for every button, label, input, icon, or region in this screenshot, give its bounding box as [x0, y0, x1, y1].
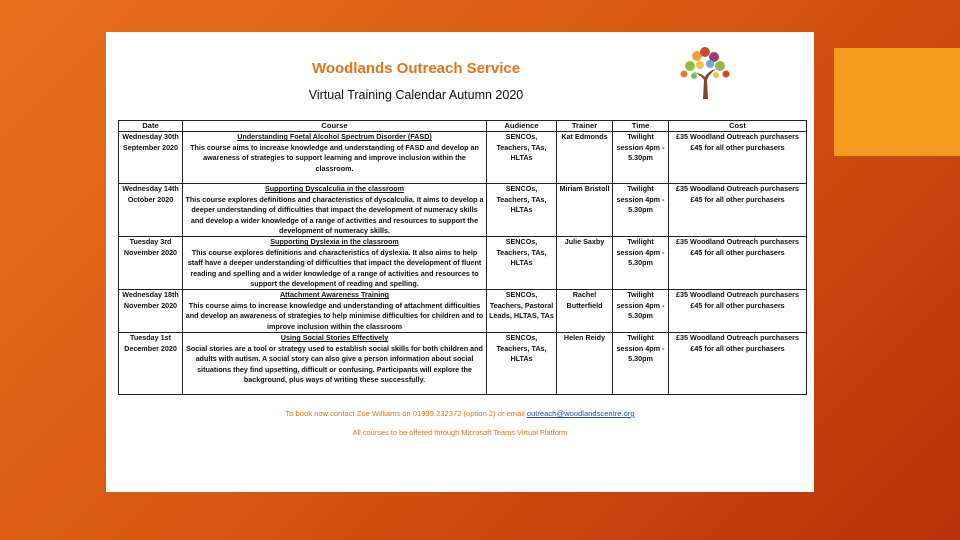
- platform-note: All courses to be offered through Microsoft Teams Virtual Platform: [352, 428, 568, 437]
- time-cell: Twilight session 4pm - 5.30pm: [613, 184, 669, 237]
- course-title: Supporting Dyslexia in the classroom: [270, 237, 399, 247]
- course-description: This course explores definitions and characteristics of dyscalculia. It aims to develop a deeper understanding of difficulties that impact the development of numeracy skills and develop a wider knowledge of a range of activities and resources to support the development of numeracy skills.: [185, 194, 484, 236]
- column-header-trainer: Trainer: [557, 121, 613, 132]
- cost-outreach: £35 Woodland Outreach purchasers: [676, 237, 799, 247]
- contact-email-link[interactable]: outreach@woodlandscentre.org: [526, 409, 635, 418]
- course-title: Using Social Stories Effectively: [280, 333, 389, 343]
- cost-other: £45 for all other purchasers: [690, 300, 785, 310]
- course-description: This course aims to increase knowledge and understanding of FASD and develop an awareness of strategies to support learning and improve inclusion within the classroom.: [190, 142, 479, 173]
- course-description: Social stories are a tool or strategy used to establish social skills for both children and adults with autism. A social story can also give a person information about social situations they find upsetting, difficult or confusing. Participants will explore the background, plus ways of writing these successfully.: [186, 343, 483, 385]
- course-title: Supporting Dyscalculia in the classroom: [265, 184, 404, 194]
- course-cell: [183, 237, 487, 290]
- calendar-subtitle: Virtual Training Calendar Autumn 2020: [308, 88, 524, 102]
- accent-square: [834, 48, 960, 156]
- trainer-cell: Julie Saxby: [557, 237, 613, 290]
- column-header-time: Time: [613, 121, 669, 132]
- table-header-row: [119, 121, 807, 132]
- booking-contact: [106, 409, 814, 418]
- date-cell: Tuesday 3rd November 2020: [119, 237, 183, 290]
- audience-cell: SENCOs, Teachers, Pastoral Leads, HLTAS, TAs: [487, 290, 557, 333]
- audience-cell: SENCOs, Teachers, TAs, HLTAs: [487, 237, 557, 290]
- org-title: Woodlands Outreach Service: [311, 60, 521, 77]
- course-cell: [183, 333, 487, 395]
- date-cell: Wednesday 18th November 2020: [119, 290, 183, 333]
- cost-other: £45 for all other purchasers: [690, 194, 785, 204]
- audience-cell: SENCOs, Teachers, TAs, HLTAs: [487, 184, 557, 237]
- time-cell: Twilight session 4pm - 5.30pm: [613, 132, 669, 184]
- course-cell: [183, 290, 487, 333]
- trainer-cell: Miriam Bristoll: [557, 184, 613, 237]
- column-header-course: Course: [183, 121, 487, 132]
- time-cell: Twilight session 4pm - 5.30pm: [613, 290, 669, 333]
- booking-contact-text: To book now contact Zoe Williams on 01939 232372 (option 2) or email: [285, 409, 527, 418]
- course-cell: [183, 184, 487, 237]
- course-title: Attachment Awareness Training: [279, 290, 390, 300]
- table-row: [119, 237, 807, 290]
- column-header-audience: Audience: [487, 121, 557, 132]
- cost-other: £45 for all other purchasers: [690, 142, 785, 152]
- table-row: [119, 290, 807, 333]
- trainer-cell: Rachel Butterfield: [557, 290, 613, 333]
- date-cell: Wednesday 30th September 2020: [119, 132, 183, 184]
- course-description: This course aims to increase knowledge and understanding of attachment difficulties and develop an awareness of strategies to help minimise difficulties for children and to improve inclusion within the classroom: [185, 300, 484, 331]
- audience-cell: SENCOs, Teachers, TAs, HLTAs: [487, 333, 557, 395]
- cost-outreach: £35 Woodland Outreach purchasers: [676, 290, 799, 300]
- cost-cell: [669, 132, 807, 184]
- cost-cell: [669, 184, 807, 237]
- course-cell: [183, 132, 487, 184]
- cost-outreach: £35 Woodland Outreach purchasers: [676, 132, 799, 142]
- time-cell: Twilight session 4pm - 5.30pm: [613, 237, 669, 290]
- cost-cell: [669, 237, 807, 290]
- cost-cell: [669, 290, 807, 333]
- time-cell: Twilight session 4pm - 5.30pm: [613, 333, 669, 395]
- table-row: [119, 184, 807, 237]
- cost-other: £45 for all other purchasers: [690, 343, 785, 353]
- column-header-cost: Cost: [669, 121, 807, 132]
- cost-other: £45 for all other purchasers: [690, 247, 785, 257]
- cost-outreach: £35 Woodland Outreach purchasers: [676, 333, 799, 343]
- table-row: [119, 333, 807, 395]
- training-calendar-document: [106, 32, 814, 492]
- trainer-cell: Helen Reidy: [557, 333, 613, 395]
- date-cell: Wednesday 14th October 2020: [119, 184, 183, 237]
- training-calendar-table: [118, 120, 807, 395]
- date-cell: Tuesday 1st December 2020: [119, 333, 183, 395]
- course-description: This course explores definitions and characteristics of dyslexia. It also aims to help staff have a deeper understanding of difficulties that impact the development of fluent reading and spelling and a wider knowledge of a range of activities and resources to support the development of reading and spelling.: [187, 247, 482, 289]
- audience-cell: SENCOs, Teachers, TAs, HLTAs: [487, 132, 557, 184]
- column-header-date: Date: [119, 121, 183, 132]
- tree-logo-icon: [670, 44, 740, 100]
- course-title: Understanding Foetal Alcohol Spectrum Disorder (FASD): [237, 132, 432, 142]
- cost-cell: [669, 333, 807, 395]
- trainer-cell: Kat Edmonds: [557, 132, 613, 184]
- cost-outreach: £35 Woodland Outreach purchasers: [676, 184, 799, 194]
- table-row: [119, 132, 807, 184]
